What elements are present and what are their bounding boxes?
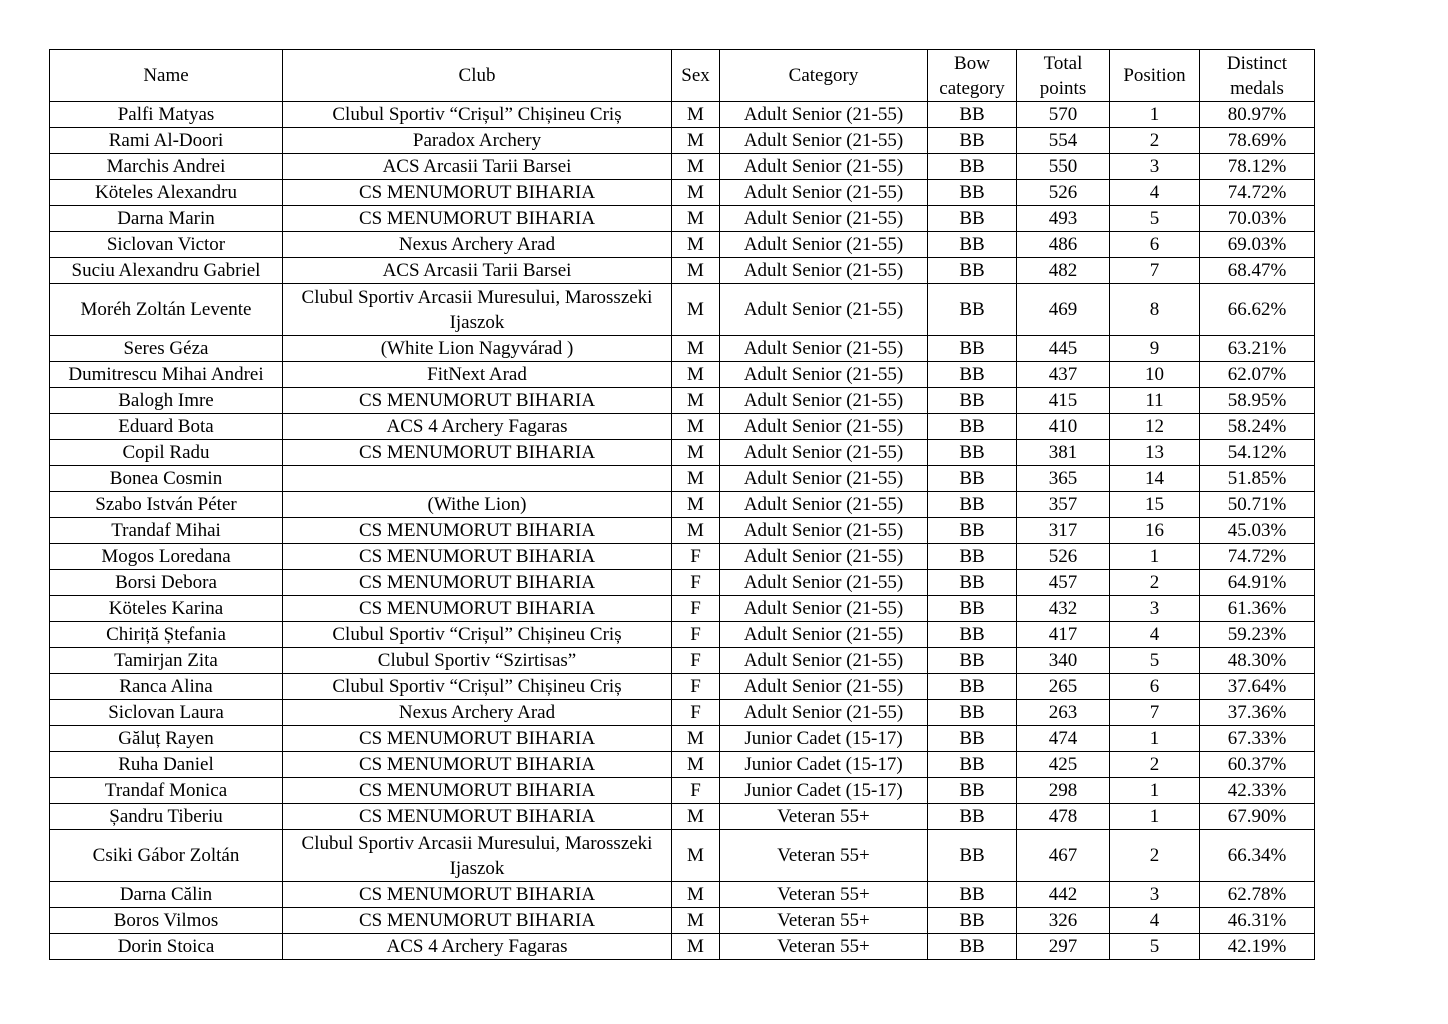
table-row bbox=[50, 882, 1315, 908]
cell-bow-category: BB bbox=[928, 440, 1017, 466]
cell-category: Adult Senior (21-55) bbox=[720, 154, 928, 180]
table-row bbox=[50, 804, 1315, 830]
header-bow-category: Bow category bbox=[928, 50, 1017, 102]
cell-club: CS MENUMORUT BIHARIA bbox=[283, 544, 672, 570]
cell-category: Adult Senior (21-55) bbox=[720, 232, 928, 258]
cell-name: Trandaf Mihai bbox=[50, 518, 283, 544]
cell-position: 6 bbox=[1110, 674, 1200, 700]
cell-category: Adult Senior (21-55) bbox=[720, 492, 928, 518]
cell-sex: M bbox=[672, 466, 720, 492]
table-row bbox=[50, 258, 1315, 284]
cell-position: 2 bbox=[1110, 128, 1200, 154]
table-row bbox=[50, 154, 1315, 180]
cell-name: Copil Radu bbox=[50, 440, 283, 466]
cell-distinct-medals: 74.72% bbox=[1200, 544, 1315, 570]
cell-sex: M bbox=[672, 804, 720, 830]
cell-bow-category: BB bbox=[928, 154, 1017, 180]
results-table bbox=[49, 49, 1315, 960]
cell-name: Köteles Karina bbox=[50, 596, 283, 622]
cell-name: Trandaf Monica bbox=[50, 778, 283, 804]
cell-bow-category: BB bbox=[928, 596, 1017, 622]
cell-position: 7 bbox=[1110, 700, 1200, 726]
cell-category: Veteran 55+ bbox=[720, 882, 928, 908]
cell-sex: M bbox=[672, 440, 720, 466]
cell-name: Găluț Rayen bbox=[50, 726, 283, 752]
cell-club: CS MENUMORUT BIHARIA bbox=[283, 804, 672, 830]
cell-position: 1 bbox=[1110, 804, 1200, 830]
table-row bbox=[50, 830, 1315, 882]
cell-distinct-medals: 78.69% bbox=[1200, 128, 1315, 154]
cell-distinct-medals: 64.91% bbox=[1200, 570, 1315, 596]
cell-club: (Withe Lion) bbox=[283, 492, 672, 518]
cell-sex: M bbox=[672, 908, 720, 934]
cell-position: 2 bbox=[1110, 752, 1200, 778]
cell-sex: M bbox=[672, 258, 720, 284]
cell-sex: M bbox=[672, 102, 720, 128]
table-row bbox=[50, 544, 1315, 570]
table-row bbox=[50, 622, 1315, 648]
header-category: Category bbox=[720, 50, 928, 102]
cell-name: Palfi Matyas bbox=[50, 102, 283, 128]
cell-bow-category: BB bbox=[928, 518, 1017, 544]
cell-club: ACS 4 Archery Fagaras bbox=[283, 414, 672, 440]
cell-sex: M bbox=[672, 180, 720, 206]
cell-total-points: 432 bbox=[1017, 596, 1110, 622]
cell-sex: M bbox=[672, 830, 720, 882]
table-row bbox=[50, 934, 1315, 960]
cell-name: Marchis Andrei bbox=[50, 154, 283, 180]
cell-total-points: 340 bbox=[1017, 648, 1110, 674]
table-row bbox=[50, 388, 1315, 414]
cell-distinct-medals: 50.71% bbox=[1200, 492, 1315, 518]
cell-distinct-medals: 48.30% bbox=[1200, 648, 1315, 674]
cell-category: Adult Senior (21-55) bbox=[720, 180, 928, 206]
cell-sex: M bbox=[672, 128, 720, 154]
header-sex: Sex bbox=[672, 50, 720, 102]
cell-distinct-medals: 54.12% bbox=[1200, 440, 1315, 466]
table-row bbox=[50, 466, 1315, 492]
cell-name: Siclovan Victor bbox=[50, 232, 283, 258]
cell-distinct-medals: 46.31% bbox=[1200, 908, 1315, 934]
cell-distinct-medals: 59.23% bbox=[1200, 622, 1315, 648]
cell-distinct-medals: 61.36% bbox=[1200, 596, 1315, 622]
cell-total-points: 482 bbox=[1017, 258, 1110, 284]
cell-sex: M bbox=[672, 232, 720, 258]
cell-bow-category: BB bbox=[928, 206, 1017, 232]
cell-distinct-medals: 42.33% bbox=[1200, 778, 1315, 804]
cell-name: Balogh Imre bbox=[50, 388, 283, 414]
cell-bow-category: BB bbox=[928, 102, 1017, 128]
cell-distinct-medals: 68.47% bbox=[1200, 258, 1315, 284]
cell-sex: F bbox=[672, 648, 720, 674]
table-row bbox=[50, 284, 1315, 336]
cell-total-points: 493 bbox=[1017, 206, 1110, 232]
cell-total-points: 469 bbox=[1017, 284, 1110, 336]
table-row bbox=[50, 492, 1315, 518]
cell-total-points: 526 bbox=[1017, 544, 1110, 570]
cell-club: Clubul Sportiv “Crișul” Chișineu Criș bbox=[283, 102, 672, 128]
cell-club: Clubul Sportiv “Szirtisas” bbox=[283, 648, 672, 674]
cell-distinct-medals: 66.34% bbox=[1200, 830, 1315, 882]
table-row bbox=[50, 128, 1315, 154]
cell-category: Adult Senior (21-55) bbox=[720, 128, 928, 154]
cell-name: Mogos Loredana bbox=[50, 544, 283, 570]
cell-bow-category: BB bbox=[928, 362, 1017, 388]
cell-position: 2 bbox=[1110, 570, 1200, 596]
cell-category: Adult Senior (21-55) bbox=[720, 674, 928, 700]
cell-club: CS MENUMORUT BIHARIA bbox=[283, 440, 672, 466]
cell-position: 1 bbox=[1110, 102, 1200, 128]
cell-name: Suciu Alexandru Gabriel bbox=[50, 258, 283, 284]
cell-distinct-medals: 58.95% bbox=[1200, 388, 1315, 414]
cell-total-points: 263 bbox=[1017, 700, 1110, 726]
cell-distinct-medals: 37.64% bbox=[1200, 674, 1315, 700]
cell-position: 13 bbox=[1110, 440, 1200, 466]
cell-sex: M bbox=[672, 414, 720, 440]
cell-distinct-medals: 51.85% bbox=[1200, 466, 1315, 492]
cell-category: Adult Senior (21-55) bbox=[720, 648, 928, 674]
cell-sex: M bbox=[672, 284, 720, 336]
cell-club: Nexus Archery Arad bbox=[283, 700, 672, 726]
cell-category: Adult Senior (21-55) bbox=[720, 466, 928, 492]
cell-name: Seres Géza bbox=[50, 336, 283, 362]
cell-distinct-medals: 60.37% bbox=[1200, 752, 1315, 778]
cell-bow-category: BB bbox=[928, 752, 1017, 778]
cell-total-points: 445 bbox=[1017, 336, 1110, 362]
table-row bbox=[50, 232, 1315, 258]
cell-bow-category: BB bbox=[928, 388, 1017, 414]
cell-position: 16 bbox=[1110, 518, 1200, 544]
cell-category: Adult Senior (21-55) bbox=[720, 284, 928, 336]
cell-club: CS MENUMORUT BIHARIA bbox=[283, 518, 672, 544]
cell-bow-category: BB bbox=[928, 778, 1017, 804]
cell-category: Adult Senior (21-55) bbox=[720, 622, 928, 648]
cell-bow-category: BB bbox=[928, 830, 1017, 882]
cell-club: Nexus Archery Arad bbox=[283, 232, 672, 258]
cell-total-points: 425 bbox=[1017, 752, 1110, 778]
cell-position: 3 bbox=[1110, 596, 1200, 622]
cell-bow-category: BB bbox=[928, 726, 1017, 752]
cell-distinct-medals: 69.03% bbox=[1200, 232, 1315, 258]
cell-bow-category: BB bbox=[928, 284, 1017, 336]
cell-category: Adult Senior (21-55) bbox=[720, 414, 928, 440]
cell-club: CS MENUMORUT BIHARIA bbox=[283, 908, 672, 934]
cell-name: Darna Călin bbox=[50, 882, 283, 908]
cell-distinct-medals: 67.90% bbox=[1200, 804, 1315, 830]
cell-total-points: 415 bbox=[1017, 388, 1110, 414]
cell-position: 2 bbox=[1110, 830, 1200, 882]
cell-category: Junior Cadet (15-17) bbox=[720, 778, 928, 804]
cell-name: Csiki Gábor Zoltán bbox=[50, 830, 283, 882]
cell-total-points: 417 bbox=[1017, 622, 1110, 648]
cell-distinct-medals: 63.21% bbox=[1200, 336, 1315, 362]
cell-sex: F bbox=[672, 596, 720, 622]
cell-position: 1 bbox=[1110, 726, 1200, 752]
cell-position: 4 bbox=[1110, 908, 1200, 934]
cell-category: Veteran 55+ bbox=[720, 908, 928, 934]
table-row bbox=[50, 570, 1315, 596]
cell-distinct-medals: 70.03% bbox=[1200, 206, 1315, 232]
cell-sex: M bbox=[672, 154, 720, 180]
cell-bow-category: BB bbox=[928, 804, 1017, 830]
cell-sex: F bbox=[672, 778, 720, 804]
cell-bow-category: BB bbox=[928, 128, 1017, 154]
table-row bbox=[50, 726, 1315, 752]
table-row bbox=[50, 518, 1315, 544]
cell-sex: M bbox=[672, 726, 720, 752]
cell-bow-category: BB bbox=[928, 622, 1017, 648]
cell-bow-category: BB bbox=[928, 648, 1017, 674]
cell-name: Ranca Alina bbox=[50, 674, 283, 700]
cell-category: Junior Cadet (15-17) bbox=[720, 752, 928, 778]
cell-club: ACS Arcasii Tarii Barsei bbox=[283, 154, 672, 180]
cell-category: Adult Senior (21-55) bbox=[720, 570, 928, 596]
cell-club bbox=[283, 466, 672, 492]
cell-name: Rami Al-Doori bbox=[50, 128, 283, 154]
cell-sex: F bbox=[672, 544, 720, 570]
table-row bbox=[50, 596, 1315, 622]
cell-sex: M bbox=[672, 362, 720, 388]
cell-total-points: 357 bbox=[1017, 492, 1110, 518]
cell-distinct-medals: 45.03% bbox=[1200, 518, 1315, 544]
cell-name: Köteles Alexandru bbox=[50, 180, 283, 206]
cell-sex: F bbox=[672, 622, 720, 648]
cell-club: FitNext Arad bbox=[283, 362, 672, 388]
cell-distinct-medals: 74.72% bbox=[1200, 180, 1315, 206]
cell-name: Siclovan Laura bbox=[50, 700, 283, 726]
cell-total-points: 326 bbox=[1017, 908, 1110, 934]
cell-bow-category: BB bbox=[928, 882, 1017, 908]
cell-club: CS MENUMORUT BIHARIA bbox=[283, 388, 672, 414]
cell-sex: M bbox=[672, 492, 720, 518]
header-position: Position bbox=[1110, 50, 1200, 102]
results-body bbox=[50, 102, 1315, 960]
cell-name: Darna Marin bbox=[50, 206, 283, 232]
table-row bbox=[50, 440, 1315, 466]
cell-club: Paradox Archery bbox=[283, 128, 672, 154]
table-row bbox=[50, 102, 1315, 128]
cell-club: CS MENUMORUT BIHARIA bbox=[283, 882, 672, 908]
cell-sex: M bbox=[672, 206, 720, 232]
cell-position: 3 bbox=[1110, 154, 1200, 180]
cell-sex: F bbox=[672, 700, 720, 726]
cell-position: 10 bbox=[1110, 362, 1200, 388]
cell-name: Szabo István Péter bbox=[50, 492, 283, 518]
cell-category: Adult Senior (21-55) bbox=[720, 596, 928, 622]
table-row bbox=[50, 778, 1315, 804]
cell-bow-category: BB bbox=[928, 232, 1017, 258]
cell-name: Borsi Debora bbox=[50, 570, 283, 596]
cell-name: Ruha Daniel bbox=[50, 752, 283, 778]
cell-sex: M bbox=[672, 934, 720, 960]
cell-name: Bonea Cosmin bbox=[50, 466, 283, 492]
cell-bow-category: BB bbox=[928, 258, 1017, 284]
table-row bbox=[50, 752, 1315, 778]
cell-sex: M bbox=[672, 388, 720, 414]
cell-bow-category: BB bbox=[928, 674, 1017, 700]
table-row bbox=[50, 674, 1315, 700]
header-name: Name bbox=[50, 50, 283, 102]
cell-club: (White Lion Nagyvárad ) bbox=[283, 336, 672, 362]
cell-total-points: 457 bbox=[1017, 570, 1110, 596]
cell-distinct-medals: 58.24% bbox=[1200, 414, 1315, 440]
cell-total-points: 298 bbox=[1017, 778, 1110, 804]
cell-total-points: 410 bbox=[1017, 414, 1110, 440]
cell-name: Eduard Bota bbox=[50, 414, 283, 440]
cell-position: 5 bbox=[1110, 934, 1200, 960]
table-row bbox=[50, 908, 1315, 934]
cell-category: Adult Senior (21-55) bbox=[720, 440, 928, 466]
cell-club: CS MENUMORUT BIHARIA bbox=[283, 752, 672, 778]
cell-bow-category: BB bbox=[928, 700, 1017, 726]
cell-name: Boros Vilmos bbox=[50, 908, 283, 934]
cell-distinct-medals: 80.97% bbox=[1200, 102, 1315, 128]
cell-category: Adult Senior (21-55) bbox=[720, 518, 928, 544]
cell-total-points: 365 bbox=[1017, 466, 1110, 492]
cell-total-points: 478 bbox=[1017, 804, 1110, 830]
cell-sex: M bbox=[672, 518, 720, 544]
cell-sex: M bbox=[672, 882, 720, 908]
cell-position: 15 bbox=[1110, 492, 1200, 518]
cell-position: 1 bbox=[1110, 544, 1200, 570]
table-row bbox=[50, 336, 1315, 362]
cell-distinct-medals: 62.78% bbox=[1200, 882, 1315, 908]
cell-distinct-medals: 78.12% bbox=[1200, 154, 1315, 180]
cell-club: CS MENUMORUT BIHARIA bbox=[283, 180, 672, 206]
cell-name: Dumitrescu Mihai Andrei bbox=[50, 362, 283, 388]
cell-position: 5 bbox=[1110, 206, 1200, 232]
cell-total-points: 317 bbox=[1017, 518, 1110, 544]
table-row bbox=[50, 414, 1315, 440]
cell-bow-category: BB bbox=[928, 466, 1017, 492]
cell-bow-category: BB bbox=[928, 544, 1017, 570]
cell-position: 7 bbox=[1110, 258, 1200, 284]
cell-sex: M bbox=[672, 336, 720, 362]
cell-distinct-medals: 37.36% bbox=[1200, 700, 1315, 726]
cell-club: ACS Arcasii Tarii Barsei bbox=[283, 258, 672, 284]
table-row bbox=[50, 180, 1315, 206]
cell-category: Adult Senior (21-55) bbox=[720, 544, 928, 570]
cell-category: Adult Senior (21-55) bbox=[720, 258, 928, 284]
cell-category: Adult Senior (21-55) bbox=[720, 700, 928, 726]
cell-club: ACS 4 Archery Fagaras bbox=[283, 934, 672, 960]
cell-sex: F bbox=[672, 570, 720, 596]
cell-category: Veteran 55+ bbox=[720, 830, 928, 882]
cell-position: 1 bbox=[1110, 778, 1200, 804]
header-total-points: Total points bbox=[1017, 50, 1110, 102]
cell-category: Veteran 55+ bbox=[720, 934, 928, 960]
cell-category: Adult Senior (21-55) bbox=[720, 388, 928, 414]
header-distinct-medals: Distinct medals bbox=[1200, 50, 1315, 102]
cell-total-points: 550 bbox=[1017, 154, 1110, 180]
cell-position: 8 bbox=[1110, 284, 1200, 336]
cell-position: 5 bbox=[1110, 648, 1200, 674]
cell-club: CS MENUMORUT BIHARIA bbox=[283, 570, 672, 596]
table-row bbox=[50, 648, 1315, 674]
cell-total-points: 486 bbox=[1017, 232, 1110, 258]
cell-position: 4 bbox=[1110, 622, 1200, 648]
cell-category: Adult Senior (21-55) bbox=[720, 206, 928, 232]
cell-club: Clubul Sportiv “Crișul” Chișineu Criș bbox=[283, 622, 672, 648]
cell-name: Chiriță Ștefania bbox=[50, 622, 283, 648]
cell-category: Adult Senior (21-55) bbox=[720, 336, 928, 362]
cell-sex: M bbox=[672, 752, 720, 778]
cell-club: CS MENUMORUT BIHARIA bbox=[283, 206, 672, 232]
cell-distinct-medals: 67.33% bbox=[1200, 726, 1315, 752]
cell-category: Veteran 55+ bbox=[720, 804, 928, 830]
cell-category: Adult Senior (21-55) bbox=[720, 102, 928, 128]
table-row bbox=[50, 362, 1315, 388]
cell-total-points: 437 bbox=[1017, 362, 1110, 388]
cell-bow-category: BB bbox=[928, 570, 1017, 596]
cell-total-points: 554 bbox=[1017, 128, 1110, 154]
cell-total-points: 381 bbox=[1017, 440, 1110, 466]
cell-total-points: 442 bbox=[1017, 882, 1110, 908]
cell-club: CS MENUMORUT BIHARIA bbox=[283, 778, 672, 804]
cell-distinct-medals: 42.19% bbox=[1200, 934, 1315, 960]
cell-name: Dorin Stoica bbox=[50, 934, 283, 960]
cell-name: Tamirjan Zita bbox=[50, 648, 283, 674]
cell-total-points: 467 bbox=[1017, 830, 1110, 882]
table-row bbox=[50, 700, 1315, 726]
cell-club: Clubul Sportiv Arcasii Muresului, Marosszeki Ijaszok bbox=[283, 830, 672, 882]
cell-distinct-medals: 66.62% bbox=[1200, 284, 1315, 336]
cell-club: Clubul Sportiv Arcasii Muresului, Marosszeki Ijaszok bbox=[283, 284, 672, 336]
cell-bow-category: BB bbox=[928, 934, 1017, 960]
cell-category: Junior Cadet (15-17) bbox=[720, 726, 928, 752]
cell-total-points: 474 bbox=[1017, 726, 1110, 752]
cell-distinct-medals: 62.07% bbox=[1200, 362, 1315, 388]
cell-position: 12 bbox=[1110, 414, 1200, 440]
cell-category: Adult Senior (21-55) bbox=[720, 362, 928, 388]
cell-position: 3 bbox=[1110, 882, 1200, 908]
cell-club: CS MENUMORUT BIHARIA bbox=[283, 596, 672, 622]
cell-bow-category: BB bbox=[928, 336, 1017, 362]
cell-bow-category: BB bbox=[928, 492, 1017, 518]
cell-total-points: 570 bbox=[1017, 102, 1110, 128]
cell-total-points: 526 bbox=[1017, 180, 1110, 206]
header-row bbox=[50, 50, 1315, 102]
header-club: Club bbox=[283, 50, 672, 102]
cell-total-points: 297 bbox=[1017, 934, 1110, 960]
cell-position: 9 bbox=[1110, 336, 1200, 362]
cell-position: 4 bbox=[1110, 180, 1200, 206]
table-row bbox=[50, 206, 1315, 232]
cell-position: 14 bbox=[1110, 466, 1200, 492]
cell-total-points: 265 bbox=[1017, 674, 1110, 700]
cell-position: 11 bbox=[1110, 388, 1200, 414]
cell-bow-category: BB bbox=[928, 180, 1017, 206]
cell-bow-category: BB bbox=[928, 908, 1017, 934]
cell-club: Clubul Sportiv “Crișul” Chișineu Criș bbox=[283, 674, 672, 700]
cell-position: 6 bbox=[1110, 232, 1200, 258]
cell-club: CS MENUMORUT BIHARIA bbox=[283, 726, 672, 752]
cell-bow-category: BB bbox=[928, 414, 1017, 440]
cell-name: Moréh Zoltán Levente bbox=[50, 284, 283, 336]
cell-name: Șandru Tiberiu bbox=[50, 804, 283, 830]
cell-sex: F bbox=[672, 674, 720, 700]
